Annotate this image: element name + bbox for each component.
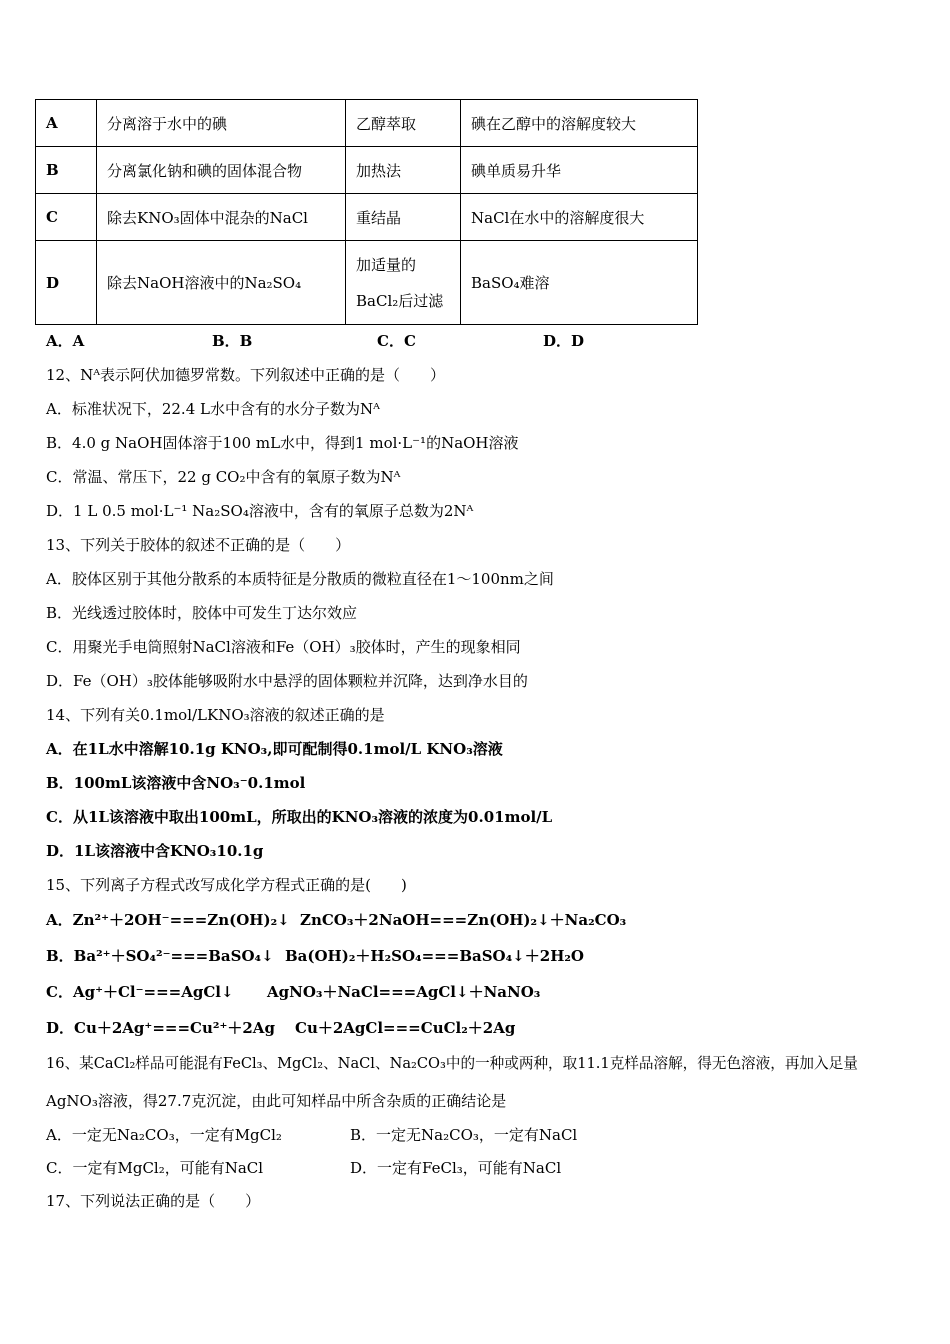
answer-option-a[interactable]: A．A [46, 332, 85, 350]
q14-option-d[interactable]: D．1L该溶液中含KNO₃10.1g [46, 842, 264, 860]
purpose-cell: 分离氯化钠和碘的固体混合物 [97, 147, 346, 194]
q14-option-b[interactable]: B．100mL该溶液中含NO₃⁻0.1mol [46, 774, 306, 792]
purpose-cell: 分离溶于水中的碘 [97, 100, 346, 147]
method-line-1: 加适量的 [356, 255, 417, 274]
q12-option-a[interactable]: A．标准状况下，22.4 L水中含有的水分子数为Nᴬ [46, 400, 380, 418]
table-row [36, 147, 698, 194]
purpose-cell: 除去KNO₃固体中混杂的NaCl [97, 194, 346, 241]
q14-option-a[interactable]: A．在1L水中溶解10.1g KNO₃,即可配制得0.1mol/L KNO₃溶液 [46, 740, 503, 758]
q13-option-d[interactable]: D．Fe（OH）₃胶体能够吸附水中悬浮的固体颗粒并沉降，达到净水目的 [46, 672, 528, 690]
row-label: B [36, 147, 97, 194]
method-cell: 加热法 [346, 147, 461, 194]
principle-cell: 碘单质易升华 [461, 147, 698, 194]
q15-option-d-molecular: Cu＋2AgCl===CuCl₂＋2Ag [295, 1019, 516, 1037]
method-cell [346, 241, 461, 325]
answer-option-d[interactable]: D．D [543, 332, 585, 350]
principle-cell: BaSO₄难溶 [461, 241, 698, 325]
q16-option-a[interactable]: A．一定无Na₂CO₃，一定有MgCl₂ [46, 1126, 282, 1144]
q16-stem-line-1: 16、某CaCl₂样品可能混有FeCl₃、MgCl₂、NaCl、Na₂CO₃中的一种或两种，取11.1克样品溶解，得无色溶液，再加入足量 [46, 1055, 858, 1072]
q17-stem: 17、下列说法正确的是（ ） [46, 1192, 261, 1210]
q16-option-c[interactable]: C．一定有MgCl₂，可能有NaCl [46, 1159, 264, 1177]
q15-option-d-ionic[interactable]: D．Cu＋2Ag⁺===Cu²⁺＋2Ag [46, 1019, 275, 1037]
answer-option-b[interactable]: B．B [212, 332, 253, 350]
table-row [36, 241, 698, 325]
answer-option-c[interactable]: C．C [377, 332, 416, 350]
q15-stem: 15、下列离子方程式改写成化学方程式正确的是( ) [46, 876, 407, 894]
table-row [36, 194, 698, 241]
q12-option-d[interactable]: D．1 L 0.5 mol·L⁻¹ Na₂SO₄溶液中，含有的氧原子总数为2Nᴬ [46, 502, 474, 520]
purpose-cell: 除去NaOH溶液中的Na₂SO₄ [97, 241, 346, 325]
method-cell: 重结晶 [346, 194, 461, 241]
row-label: C [36, 194, 97, 241]
q13-option-c[interactable]: C．用聚光手电筒照射NaCl溶液和Fe（OH）₃胶体时，产生的现象相同 [46, 638, 521, 656]
q12-stem: 12、Nᴬ表示阿伏加德罗常数。下列叙述中正确的是（ ） [46, 366, 446, 384]
principle-cell: NaCl在水中的溶解度很大 [461, 194, 698, 241]
q13-option-a[interactable]: A．胶体区别于其他分散系的本质特征是分散质的微粒直径在1～100nm之间 [46, 570, 554, 588]
q16-option-b[interactable]: B．一定无Na₂CO₃，一定有NaCl [350, 1126, 578, 1144]
table-row [36, 100, 698, 147]
q15-option-b-ionic[interactable]: B．Ba²⁺＋SO₄²⁻===BaSO₄↓ [46, 947, 274, 965]
row-label: A [36, 100, 97, 147]
q13-stem: 13、下列关于胶体的叙述不正确的是（ ） [46, 536, 351, 554]
q12-option-c[interactable]: C．常温、常压下，22 g CO₂中含有的氧原子数为Nᴬ [46, 468, 401, 486]
q12-option-b[interactable]: B．4.0 g NaOH固体溶于100 mL水中，得到1 mol·L⁻¹的NaOH溶液 [46, 434, 519, 452]
q15-option-a-molecular: ZnCO₃＋2NaOH===Zn(OH)₂↓＋Na₂CO₃ [300, 911, 627, 929]
q15-option-c-molecular: AgNO₃＋NaCl===AgCl↓＋NaNO₃ [267, 983, 541, 1001]
q16-stem-line-2: AgNO₃溶液，得27.7克沉淀，由此可知样品中所含杂质的正确结论是 [46, 1092, 507, 1110]
principle-cell: 碘在乙醇中的溶解度较大 [461, 100, 698, 147]
q14-stem: 14、下列有关0.1mol/LKNO₃溶液的叙述正确的是 [46, 706, 385, 724]
q14-option-c[interactable]: C．从1L该溶液中取出100mL，所取出的KNO₃溶液的浓度为0.01mol/L [46, 808, 553, 826]
q15-option-a-ionic[interactable]: A．Zn²⁺＋2OH⁻===Zn(OH)₂↓ [46, 911, 290, 929]
row-label: D [36, 241, 97, 325]
q15-option-b-molecular: Ba(OH)₂＋H₂SO₄===BaSO₄↓＋2H₂O [285, 947, 584, 965]
q13-option-b[interactable]: B．光线透过胶体时，胶体中可发生丁达尔效应 [46, 604, 358, 622]
method-cell: 乙醇萃取 [346, 100, 461, 147]
method-line-2: BaCl₂后过滤 [356, 291, 444, 310]
q16-option-d[interactable]: D．一定有FeCl₃，可能有NaCl [350, 1159, 562, 1177]
q15-option-c-ionic[interactable]: C．Ag⁺＋Cl⁻===AgCl↓ [46, 983, 234, 1001]
options-table [35, 99, 698, 325]
